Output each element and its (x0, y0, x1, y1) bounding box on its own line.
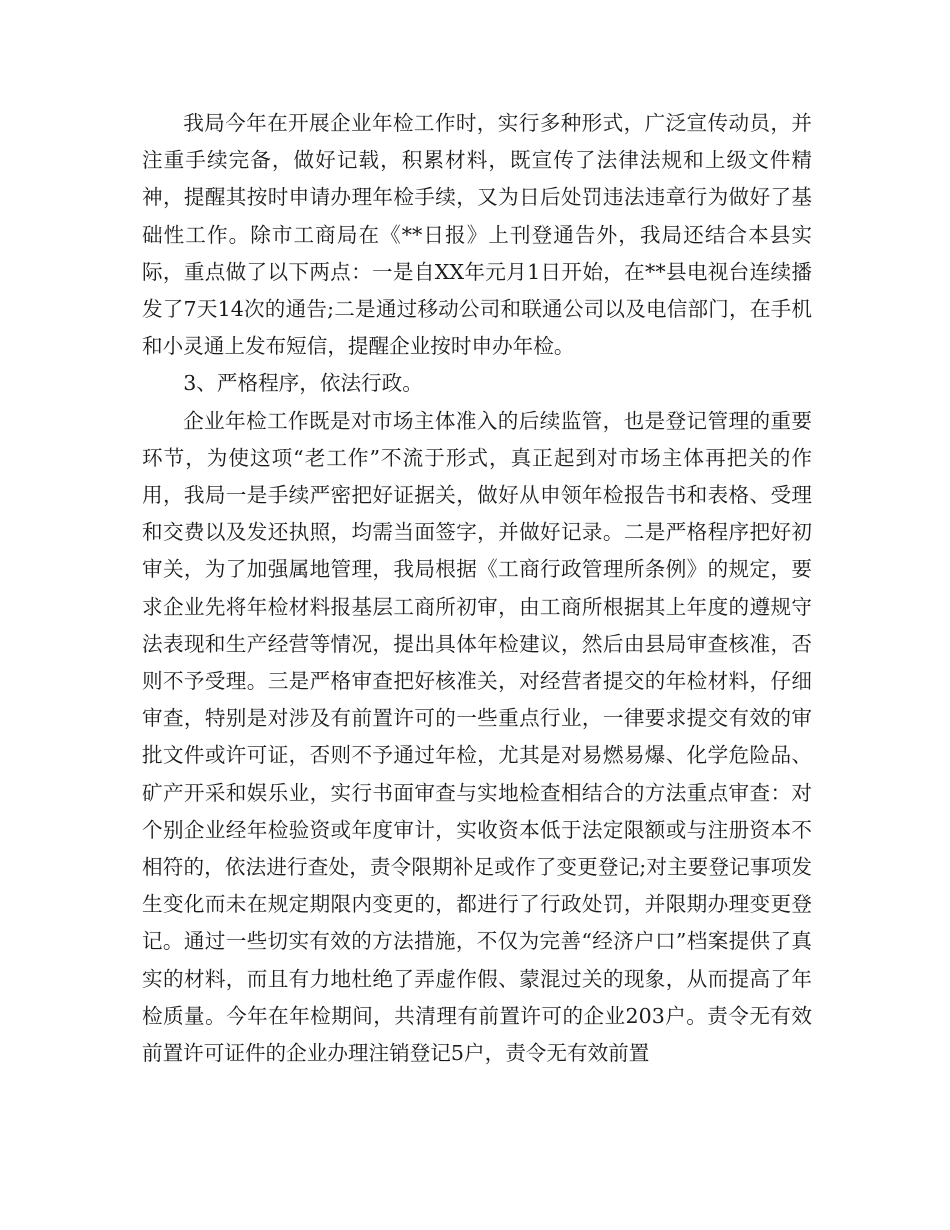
document-body (142, 105, 812, 1072)
section-heading-strict-procedure: 3、严格程序，依法行政。 (183, 371, 423, 396)
paragraph-procedure-details: 企业年检工作既是对市场主体准入的后续监管，也是登记管理的重要环节，为使这项“老工作”不流于形式，真正起到对市场主体再把关的作用，我局一是手续严密把好证据关，做好从申领年检报告书和表格、受理和交费以及发还执照，均需当面签字，并做好记录。二是严格程序把好初审关，为了加强属地管理，我局根据《工商行政管理所条例》的规定，要求企业先将年检材料报基层工商所初审，由工商所根据其上年度的遵规守法表现和生产经营等情况，提出具体年检建议，然后由县局审查核准，否则不予受理。三是严格审查把好核准关，对经营者提交的年检材料，仔细审查，特别是对涉及有前置许可的一些重点行业，一律要求提交有效的审批文件或许可证，否则不予通过年检，尤其是对易燃易爆、化学危险品、矿产开采和娱乐业，实行书面审查与实地检查相结合的方法重点审查：对个别企业经年检验资或年度审计，实收资本低于法定限额或与注册资本不相符的，依法进行查处，责令限期补足或作了变更登记;对主要登记事项发生变化而未在规定期限内变更的，都进行了行政处罚，并限期办理变更登记。通过一些切实有效的方法措施，不仅为完善“经济户口”档案提供了真实的材料，而且有力地杜绝了弄虚作假、蒙混过关的现象，从而提高了年检质量。今年在年检期间，共清理有前置许可的企业203户。责令无有效前置许可证件的企业办理注销登记5户，责令无有效前置 (142, 408, 812, 1066)
paragraph-publicity: 我局今年在开展企业年检工作时，实行多种形式，广泛宣传动员，并注重手续完备，做好记载，积累材料，既宣传了法律法规和上级文件精神，提醒其按时申请办理年检手续，又为日后处罚违法违章行为做好了基础性工作。除市工商局在《**日报》上刊登通告外，我局还结合本县实际，重点做了以下两点：一是自XX年元月1日开始，在**县电视台连续播发了7天14次的通告;二是通过移动公司和联通公司以及电信部门，在手机和小灵通上发布短信，提醒企业按时申办年检。 (142, 111, 812, 359)
